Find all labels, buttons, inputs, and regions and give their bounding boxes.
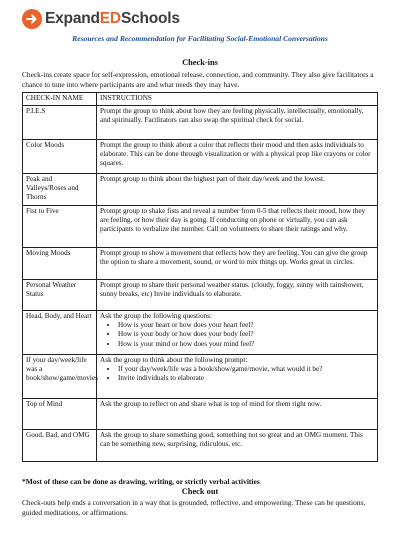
bullet-item: • How is your heart or how does your heart feel? bbox=[118, 321, 374, 330]
instruction-bullets bbox=[100, 365, 374, 383]
checkin-name: If your day/week/life was a book/show/game/movies bbox=[23, 355, 97, 399]
checkin-name: Good, Bad, and OMG bbox=[23, 430, 97, 462]
table-row bbox=[23, 280, 378, 311]
checkin-instructions bbox=[97, 140, 378, 174]
checkin-instructions bbox=[97, 311, 378, 355]
table-row bbox=[23, 206, 378, 248]
instruction-text: Prompt group to share their personal weather status. (cloudy, foggy, sunny with rainshower, sunny breaks, etc) Invite individuals to elaborate. bbox=[100, 281, 364, 299]
column-header-instructions: INSTRUCTIONS bbox=[97, 93, 378, 106]
table-header-row bbox=[23, 93, 378, 106]
bullet-item: • If your day/week/life was a book/show/game/movie, what would it be? bbox=[118, 365, 374, 374]
checkin-name: Personal Weather Status bbox=[23, 280, 97, 311]
checkin-instructions bbox=[97, 280, 378, 311]
logo bbox=[22, 8, 180, 30]
checkin-name: Peak and Valleys/Roses and Thorns bbox=[23, 174, 97, 206]
table-row bbox=[23, 174, 378, 206]
table-row bbox=[23, 248, 378, 280]
checkin-instructions bbox=[97, 355, 378, 399]
instruction-text: Prompt the group to think about a color that reflects their mood and then asks individuals to elaborate. This can be done through visualization or with a physical prop like crayons or color squares. bbox=[100, 141, 371, 168]
instruction-text: Prompt the group to think about how they are feeling physically, intellectually, emotionally, and spiritually. Facilitators can also swap the spiritual check for social. bbox=[100, 107, 364, 125]
checkins-title: Check-ins bbox=[182, 58, 218, 67]
instruction-text: Ask the group the following questions: bbox=[100, 312, 212, 320]
table-row bbox=[23, 140, 378, 174]
checkout-title: Check out bbox=[181, 487, 219, 496]
table-row bbox=[23, 355, 378, 399]
checkin-instructions bbox=[97, 206, 378, 248]
table-row bbox=[23, 399, 378, 430]
checkin-name: Top of Mind bbox=[23, 399, 97, 430]
logo-text: ExpandEDSchools bbox=[45, 10, 180, 27]
checkin-instructions bbox=[97, 174, 378, 206]
instruction-text: Prompt group to shake fists and reveal a number from 0-5 that reflects their mood, how they are feeling, or how their day is going. If conducting on phone or virtually, you can ask participants to verbalize the number. Call on volunteers to share their ratings and why. bbox=[100, 207, 366, 234]
instruction-text: Ask the group to think about the following prompt: bbox=[100, 356, 248, 364]
instruction-text: Prompt group to show a movement that reflects how they are feeling. You can give the group the option to share a movement, sound, or word to mix things up. Works great in circles. bbox=[100, 249, 368, 267]
column-header-name: CHECK-IN NAME bbox=[23, 93, 97, 106]
logo-arrow-icon bbox=[22, 9, 42, 29]
instruction-text: Prompt group to think about the highest part of their day/week and the lowest. bbox=[100, 175, 325, 183]
checkins-table bbox=[22, 92, 378, 462]
checkin-name: Color Moods bbox=[23, 140, 97, 174]
checkins-intro: Check-ins create space for self-expression, emotional release, connection, and community. They also give facilitators a chance to tune into where participants are and what needs they may have. bbox=[22, 70, 374, 89]
instruction-text: Ask the group to reflect on and share what is top of mind for them right now. bbox=[100, 400, 322, 408]
checkin-instructions bbox=[97, 430, 378, 462]
checkin-name: Fist to Five bbox=[23, 206, 97, 248]
checkin-name: Head, Body, and Heart bbox=[23, 311, 97, 355]
checkin-instructions bbox=[97, 248, 378, 280]
table-row bbox=[23, 311, 378, 355]
checkin-instructions bbox=[97, 106, 378, 140]
bullet-item: • How is your mind or how does your mind feel? bbox=[118, 340, 374, 349]
document-subtitle: Resources and Recommendation for Facilitating Social-Emotional Conversations bbox=[72, 34, 328, 43]
activities-note: *Most of these can be done as drawing, writing, or strictly verbal activities bbox=[22, 477, 260, 486]
instruction-text: Ask the group to share something good, something not so great and an OMG moment. This can be something new, surprising, ridiculous, etc. bbox=[100, 431, 363, 449]
table-row bbox=[23, 106, 378, 140]
bullet-item: • How is your body or how does your body feel? bbox=[118, 330, 374, 339]
instruction-bullets bbox=[100, 321, 374, 349]
checkin-instructions bbox=[97, 399, 378, 430]
checkout-text: Check-outs help ends a conversation in a way that is grounded, reflective, and empowering. These can be questions, guided meditations, or affirmations. bbox=[22, 498, 366, 517]
bullet-item: • Invite individuals to elaborate bbox=[118, 374, 374, 383]
checkin-name: P.I.E.S bbox=[23, 106, 97, 140]
table-row bbox=[23, 430, 378, 462]
checkin-name: Moving Moods bbox=[23, 248, 97, 280]
